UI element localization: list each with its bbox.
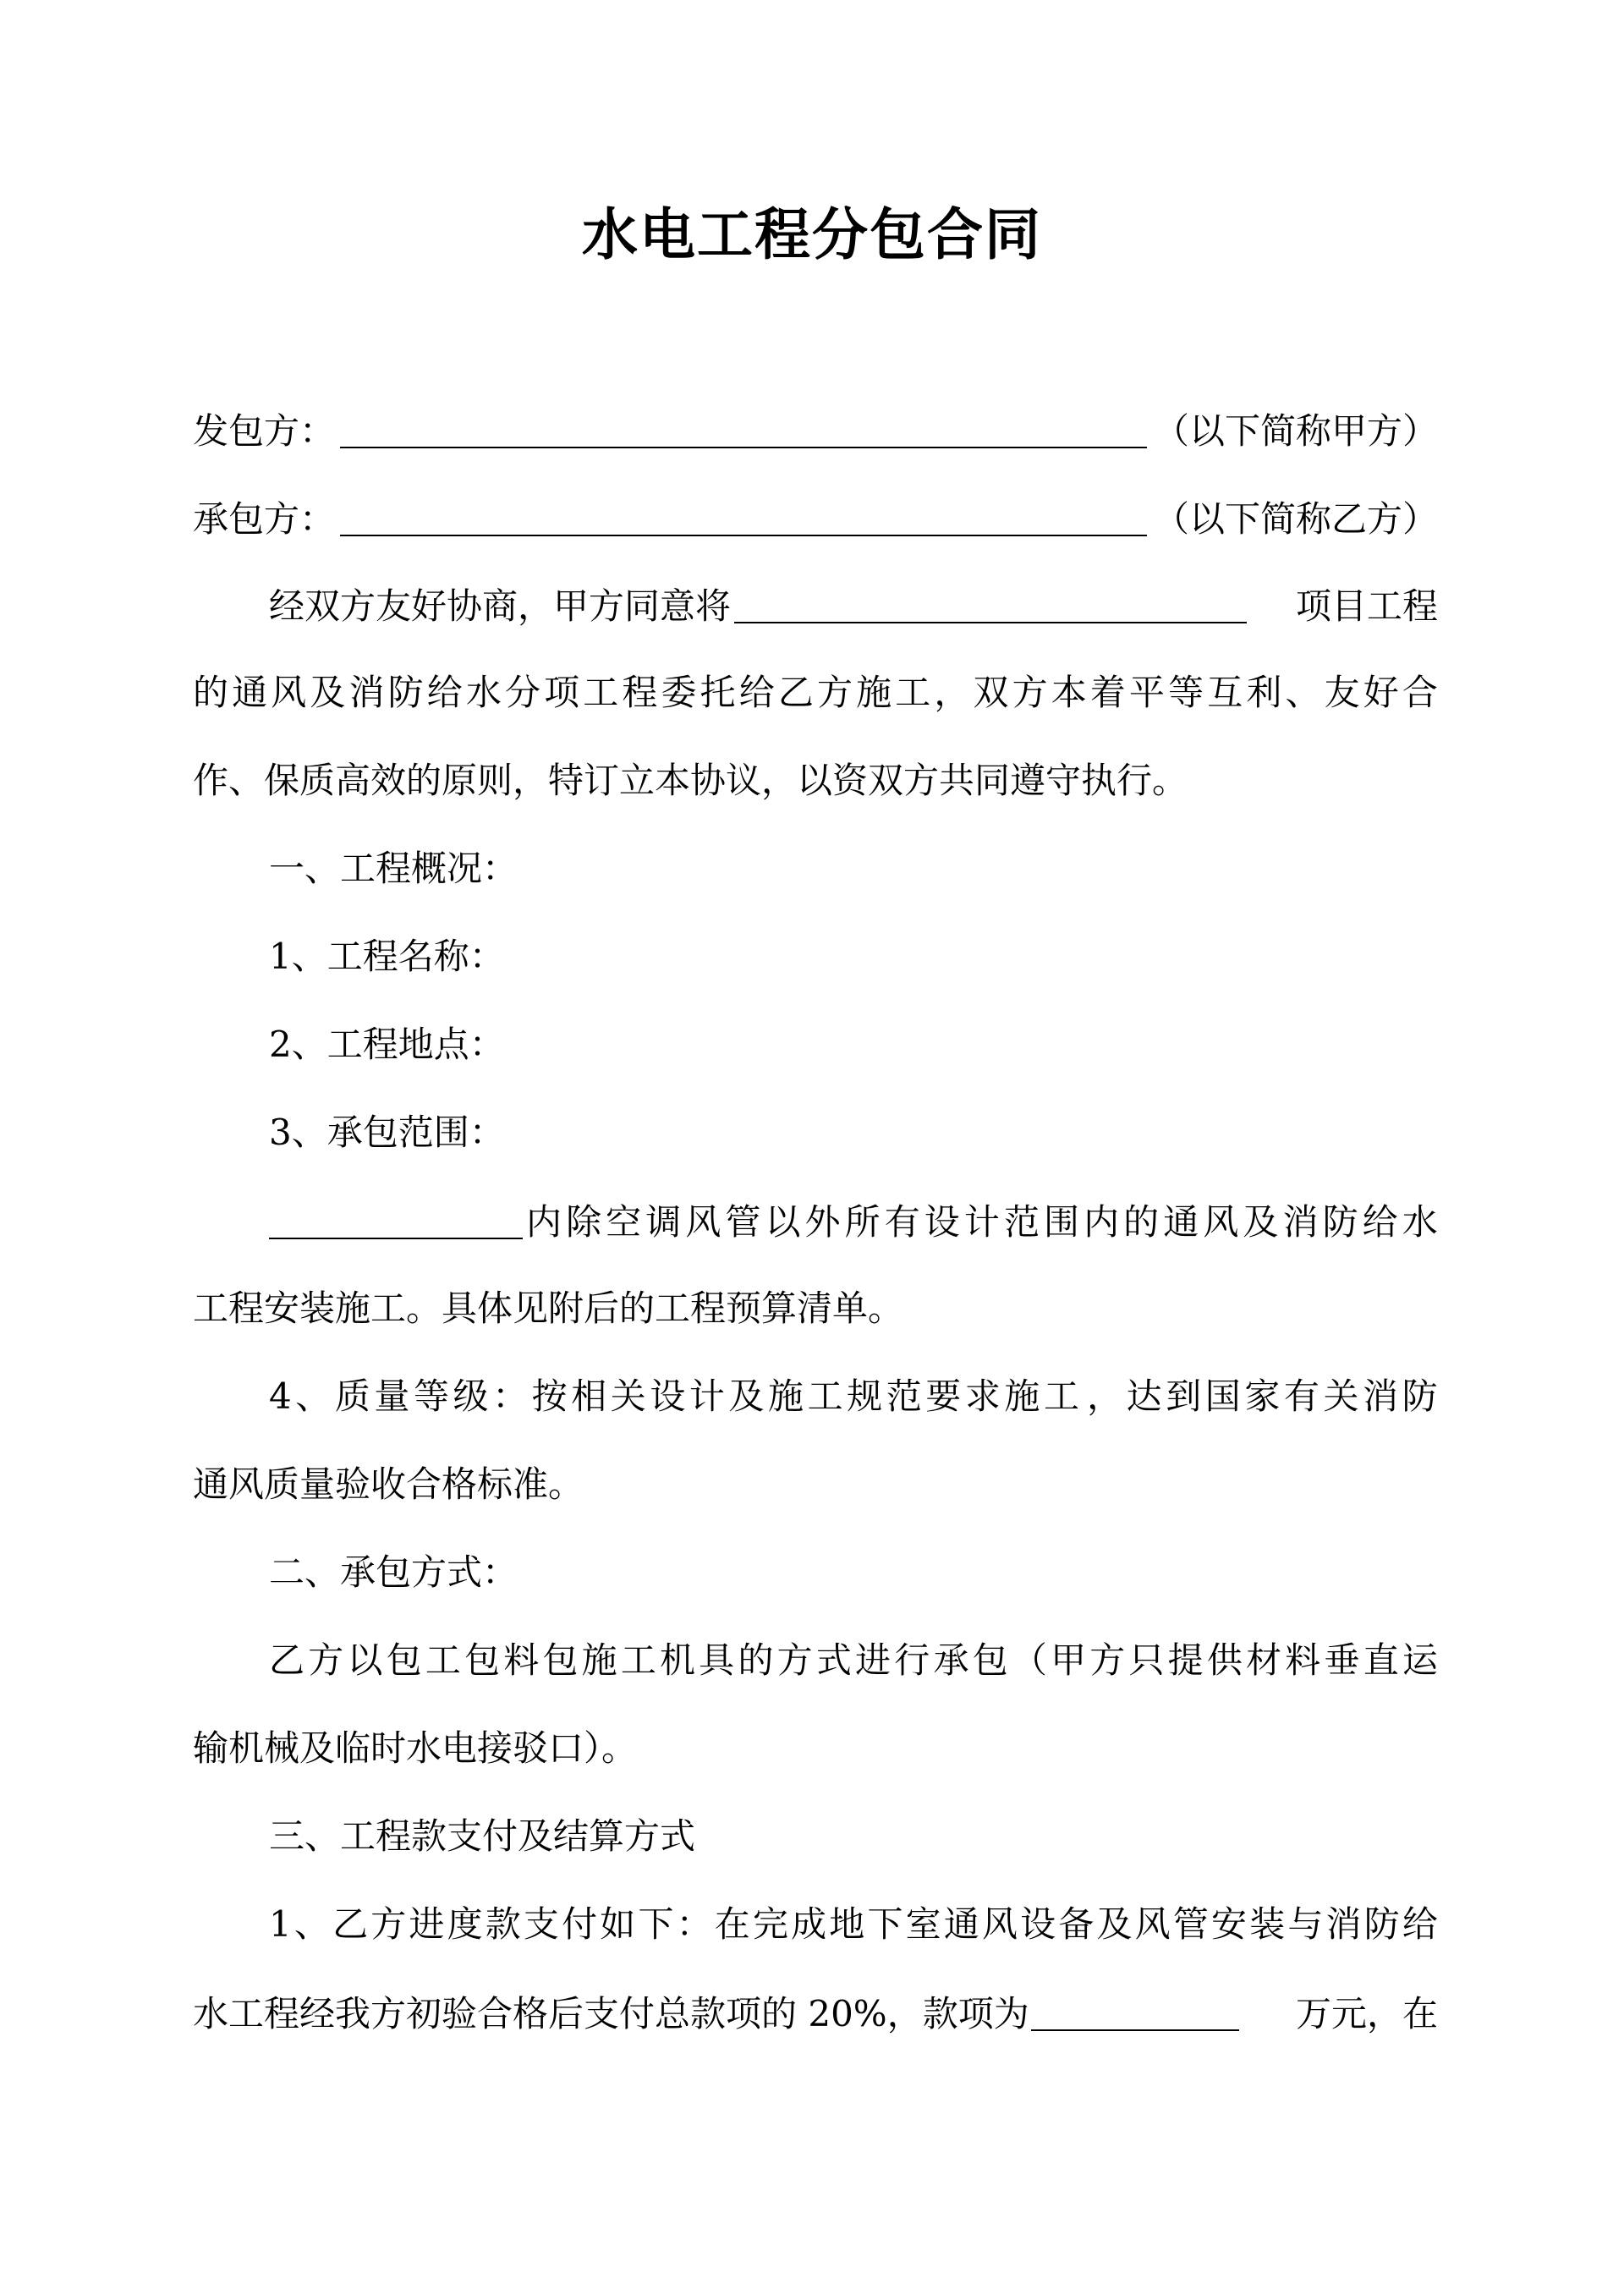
scope-line-1-text: 内 除 空 调 风 管 以 外 所 有 设 计 范 围 内 的 通 风 及 消 防 给 水 <box>526 1201 1438 1243</box>
intro-line-3: 作、保质高效的原则，特订立本协议，以资双方共同遵守执行。 <box>193 760 1188 801</box>
party-a-line <box>193 396 1438 464</box>
intro-suffix: 项目工程 <box>1295 585 1438 627</box>
section-3-heading: 三、工程款支付及结算方式 <box>269 1815 696 1857</box>
payment-amount-blank[interactable] <box>1031 1984 1239 2031</box>
party-b-label: 承包方： <box>193 498 336 540</box>
party-b-line <box>193 484 1438 552</box>
payment-prefix: 水工程经我方初验合格后支付总款项的 20%，款项为 <box>193 1993 1029 2034</box>
section-2-line-1: 乙 方 以 包 工 包 料 包 施 工 机 具 的 方 式 进 行 承 包 （ 甲 方 只 提 供 材 料 垂 直 运 <box>269 1639 1438 1681</box>
party-b-suffix: （以下简称乙方） <box>1153 498 1438 540</box>
section-1-heading: 一、工程概况： <box>269 848 518 889</box>
project-name-blank[interactable] <box>734 576 1247 623</box>
section-3-item-1-line-1: 1 、 乙 方 进 度 款 支 付 如 下 ： 在 完 成 地 下 室 通 风 设 备 及 风 管 安 装 与 消 防 给 <box>269 1903 1438 1945</box>
section-1-item-4-line-2: 通风质量验收合格标准。 <box>193 1463 584 1505</box>
section-1-item-1: 1、工程名称： <box>269 936 505 977</box>
section-1-item-4-line-1: 4 、 质 量 等 级 ： 按 相 关 设 计 及 施 工 规 范 要 求 施 工 ， 达 到 国 家 有 关 消 防 <box>269 1375 1438 1417</box>
section-1-item-2: 2、工程地点： <box>269 1024 505 1065</box>
party-a-blank[interactable] <box>340 401 1147 448</box>
scope-line-2: 工程安装施工。具体见附后的工程预算清单。 <box>193 1288 904 1329</box>
document-title: 水电工程分包合同 <box>582 202 1042 267</box>
party-b-blank[interactable] <box>340 489 1147 536</box>
scope-blank[interactable] <box>269 1192 523 1239</box>
section-1-item-3: 3、承包范围： <box>269 1112 505 1153</box>
section-3-item-1-line-2 <box>193 1979 1438 2046</box>
intro-prefix: 经双方友好协商，甲方同意将 <box>269 585 732 627</box>
intro-line-1 <box>193 571 1438 639</box>
intro-line-2: 的 通 风 及 消 防 给 水 分 项 工 程 委 托 给 乙 方 施 工 ， 双 方 本 着 平 等 互 利 、 友 好 合 <box>193 672 1438 713</box>
section-2-heading: 二、承包方式： <box>269 1551 518 1593</box>
party-a-label: 发包方： <box>193 410 336 452</box>
scope-line-1 <box>193 1187 1438 1255</box>
section-2-line-2: 输机械及临时水电接驳口）。 <box>193 1727 638 1769</box>
party-a-suffix: （以下简称甲方） <box>1153 410 1438 452</box>
payment-suffix: 万元，在 <box>1295 1993 1438 2034</box>
